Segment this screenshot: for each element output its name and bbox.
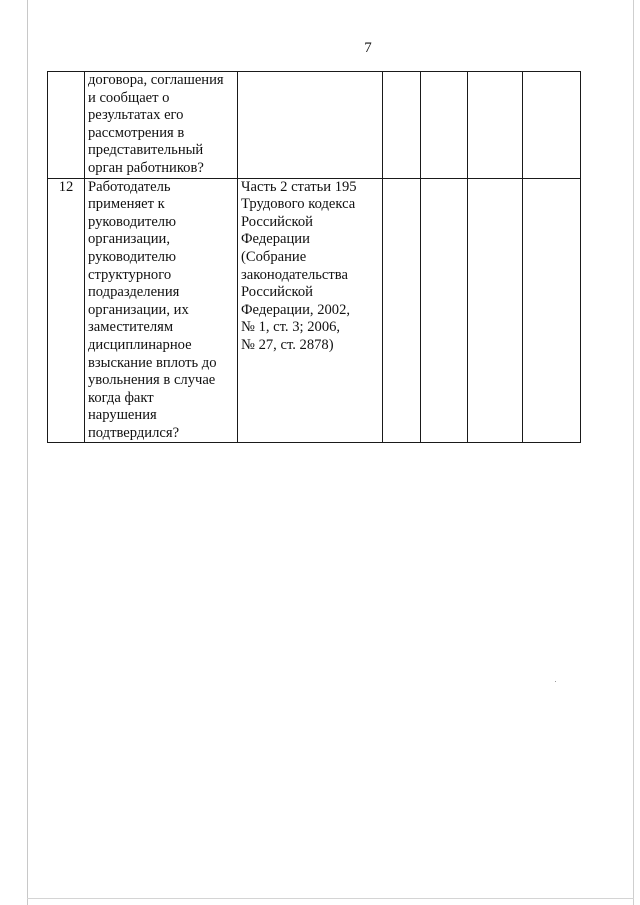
checklist-table: [47, 71, 581, 443]
question-cell: Работодатель применяет к руководителю организации, руководителю структурного подразделения организации, их заместителям дисциплинарное взыскание вплоть до увольнения в случае когда факт нарушения подтвердился?: [85, 178, 238, 443]
answer-no-cell: [421, 178, 468, 443]
scan-speck: [555, 681, 556, 682]
legal-basis-cell: [238, 72, 383, 179]
question-cell: договора, соглашения и сообщает о результатах его рассмотрения в представительный орган работников?: [85, 72, 238, 179]
answer-na-cell: [468, 178, 523, 443]
answer-no-cell: [421, 72, 468, 179]
scan-edge-left: [27, 0, 28, 905]
answer-yes-cell: [383, 72, 421, 179]
answer-na-cell: [468, 72, 523, 179]
row-number-cell: 12: [48, 178, 85, 443]
scan-edge-right: [633, 0, 634, 905]
table-row: [48, 178, 581, 443]
note-cell: [523, 178, 581, 443]
scan-edge-bottom: [27, 898, 634, 899]
answer-yes-cell: [383, 178, 421, 443]
table-row: [48, 72, 581, 179]
note-cell: [523, 72, 581, 179]
row-number-cell: [48, 72, 85, 179]
legal-basis-cell: Часть 2 статьи 195 Трудового кодекса Российской Федерации (Собрание законодательства Российской Федерации, 2002, № 1, ст. 3; 2006, № 27, ст. 2878): [238, 178, 383, 443]
page-number: 7: [364, 40, 372, 56]
